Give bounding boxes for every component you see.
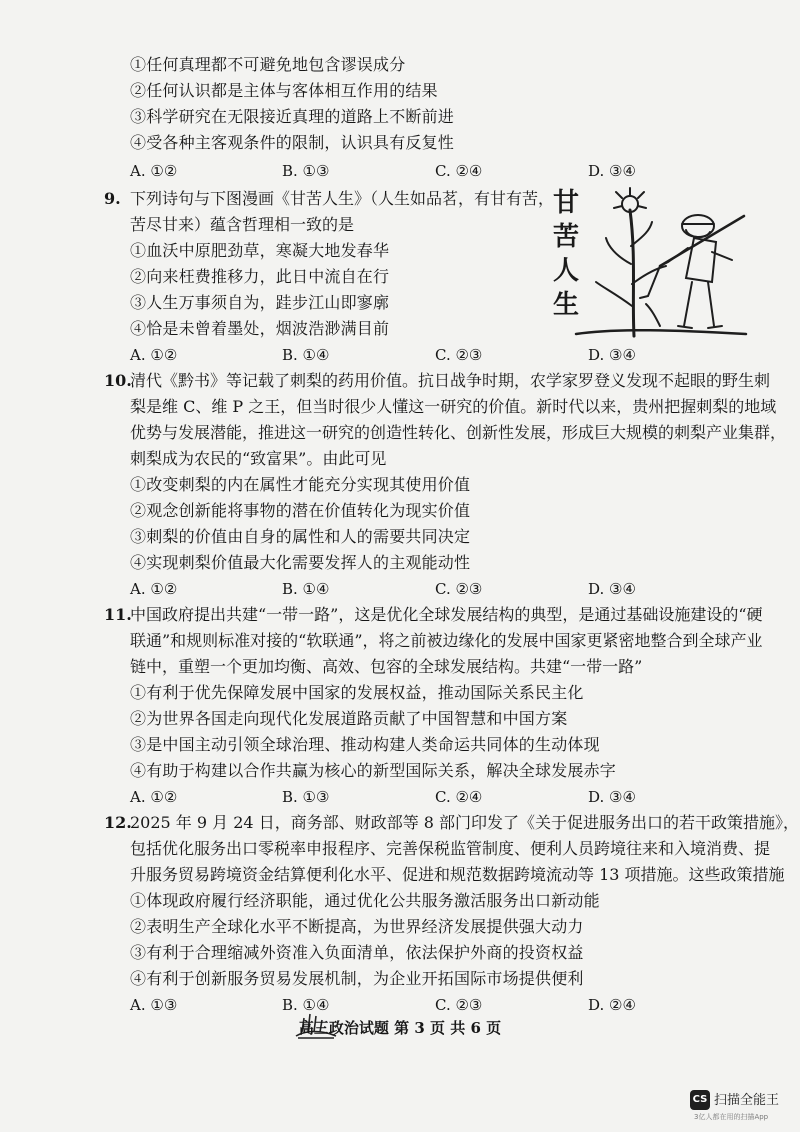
cartoon-title-char: 苦 — [552, 222, 579, 252]
q12-stem-2: 包括优化服务出口零税率申报程序、完善保税监管制度、便利人员跨境往来和入境消费、提 — [130, 839, 771, 858]
q12-item-1: ①体现政府履行经济职能，通过优化公共服务激活服务出口新动能 — [130, 891, 600, 910]
q10-options — [130, 576, 690, 602]
q9-options — [130, 342, 690, 368]
q8-options — [130, 158, 690, 184]
q11-item-2: ②为世界各国走向现代化发展道路贡献了中国智慧和中国方案 — [130, 709, 568, 728]
q11-item-3: ③是中国主动引领全球治理、推动构建人类命运共同体的生动体现 — [130, 735, 600, 754]
q11-option-b[interactable]: B. ①③ — [282, 788, 330, 806]
q11-number: 11. — [104, 605, 132, 624]
q9-item-2: ②向来枉费推移力，此日中流自在行 — [130, 267, 390, 286]
cartoon-title-char: 生 — [552, 290, 579, 320]
q9-option-d[interactable]: D. ③④ — [588, 346, 636, 364]
q9-item-3: ③人生万事须自为，跬步江山即寥廓 — [130, 293, 390, 312]
watermark-name: 扫描全能王 — [714, 1093, 780, 1108]
q9-stem-1: 下列诗句与下图漫画《甘苦人生》（人生如品茗，有甘有苦， — [130, 189, 555, 208]
q11-option-d[interactable]: D. ③④ — [588, 788, 636, 806]
q10-stem-1: 清代《黔书》等记载了刺梨的药用价值。抗日战争时期，农学家罗登义发现不起眼的野生刺 — [130, 371, 771, 390]
q12-option-a[interactable]: A. ①③ — [130, 996, 178, 1014]
q10-stem-3: 优势与发展潜能，推进这一研究的创造性转化、创新性发展，形成巨大规模的刺梨产业集群， — [130, 423, 787, 442]
q8-item-1: ①任何真理都不可避免地包含谬误成分 — [130, 55, 406, 74]
q12-item-3: ③有利于合理缩减外资准入负面清单，依法保护外商的投资权益 — [130, 943, 584, 962]
q10-number: 10. — [104, 371, 132, 390]
q8-option-d[interactable]: D. ③④ — [588, 162, 636, 180]
q8-option-a[interactable]: A. ①② — [130, 162, 178, 180]
cartoon-title-char: 人 — [552, 256, 579, 286]
q11-options — [130, 784, 690, 810]
q10-item-1: ①改变刺梨的内在属性才能充分实现其使用价值 — [130, 475, 471, 494]
q12-item-2: ②表明生产全球化水平不断提高，为世界经济发展提供强大动力 — [130, 917, 584, 936]
q12-options — [130, 992, 690, 1018]
q9-number: 9. — [104, 189, 121, 208]
q11-option-c[interactable]: C. ②④ — [435, 788, 483, 806]
page-footer: 高三政治试题 第 3 页 共 6 页 — [298, 1019, 502, 1037]
q10-option-a[interactable]: A. ①② — [130, 580, 178, 598]
q10-option-d[interactable]: D. ③④ — [588, 580, 636, 598]
q12-option-d[interactable]: D. ②④ — [588, 996, 636, 1014]
q8-item-4: ④受各种主客观条件的限制，认识具有反复性 — [130, 133, 455, 152]
cartoon-illustration — [556, 186, 752, 338]
q10-stem-4: 刺梨成为农民的“致富果”。由此可见 — [130, 449, 387, 468]
q11-stem-1: 中国政府提出共建“一带一路”，这是优化全球发展结构的典型，是通过基础设施建设的“硬 — [130, 605, 763, 624]
q9-option-a[interactable]: A. ①② — [130, 346, 178, 364]
q12-number: 12. — [104, 813, 132, 832]
q11-item-1: ①有利于优先保障发展中国家的发展权益，推动国际关系民主化 — [130, 683, 584, 702]
q9-item-4: ④恰是未曾着墨处，烟波浩渺满目前 — [130, 319, 390, 338]
q9-option-b[interactable]: B. ①④ — [282, 346, 330, 364]
q11-option-a[interactable]: A. ①② — [130, 788, 178, 806]
q8-item-3: ③科学研究在无限接近真理的道路上不断前进 — [130, 107, 455, 126]
q11-stem-3: 链中，重塑一个更加均衡、高效、包容的全球发展结构。共建“一带一路” — [130, 657, 643, 676]
camscanner-logo-icon: CS — [690, 1090, 710, 1110]
scanner-watermark — [690, 1084, 800, 1132]
q12-option-b[interactable]: B. ①④ — [282, 996, 330, 1014]
q9-stem-2: 苦尽甘来）蕴含哲理相一致的是 — [130, 215, 355, 234]
q12-option-c[interactable]: C. ②③ — [435, 996, 483, 1014]
q12-stem-1: 2025 年 9 月 24 日，商务部、财政部等 8 部门印发了《关于促进服务出口的若干政策措施》， — [130, 813, 800, 832]
q9-item-1: ①血沃中原肥劲草，寒凝大地发春华 — [130, 241, 390, 260]
q10-item-3: ③刺梨的价值由自身的属性和人的需要共同决定 — [130, 527, 471, 546]
q10-item-2: ②观念创新能将事物的潜在价值转化为现实价值 — [130, 501, 471, 520]
q8-item-2: ②任何认识都是主体与客体相互作用的结果 — [130, 81, 438, 100]
q11-item-4: ④有助于构建以合作共赢为核心的新型国际关系，解决全球发展赤字 — [130, 761, 617, 780]
q9-option-c[interactable]: C. ②③ — [435, 346, 483, 364]
q12-stem-3: 升服务贸易跨境资金结算便利化水平、促进和规范数据跨境流动等 13 项措施。这些政策措施 — [130, 865, 785, 884]
q10-stem-2: 梨是维 C、维 P 之王，但当时很少人懂这一研究的价值。新时代以来，贵州把握刺梨的地域 — [130, 397, 777, 416]
q10-option-c[interactable]: C. ②③ — [435, 580, 483, 598]
cartoon-title-char: 甘 — [552, 188, 579, 218]
q12-item-4: ④有利于创新服务贸易发展机制，为企业开拓国际市场提供便利 — [130, 969, 584, 988]
q10-option-b[interactable]: B. ①④ — [282, 580, 330, 598]
q8-option-c[interactable]: C. ②④ — [435, 162, 483, 180]
q10-item-4: ④实现刺梨价值最大化需要发挥人的主观能动性 — [130, 553, 471, 572]
q11-stem-2: 联通”和规则标准对接的“软联通”，将之前被边缘化的发展中国家更紧密地整合到全球产业 — [130, 631, 763, 650]
q8-option-b[interactable]: B. ①③ — [282, 162, 330, 180]
watermark-subtitle: 3亿人都在用的扫描App — [694, 1113, 769, 1121]
